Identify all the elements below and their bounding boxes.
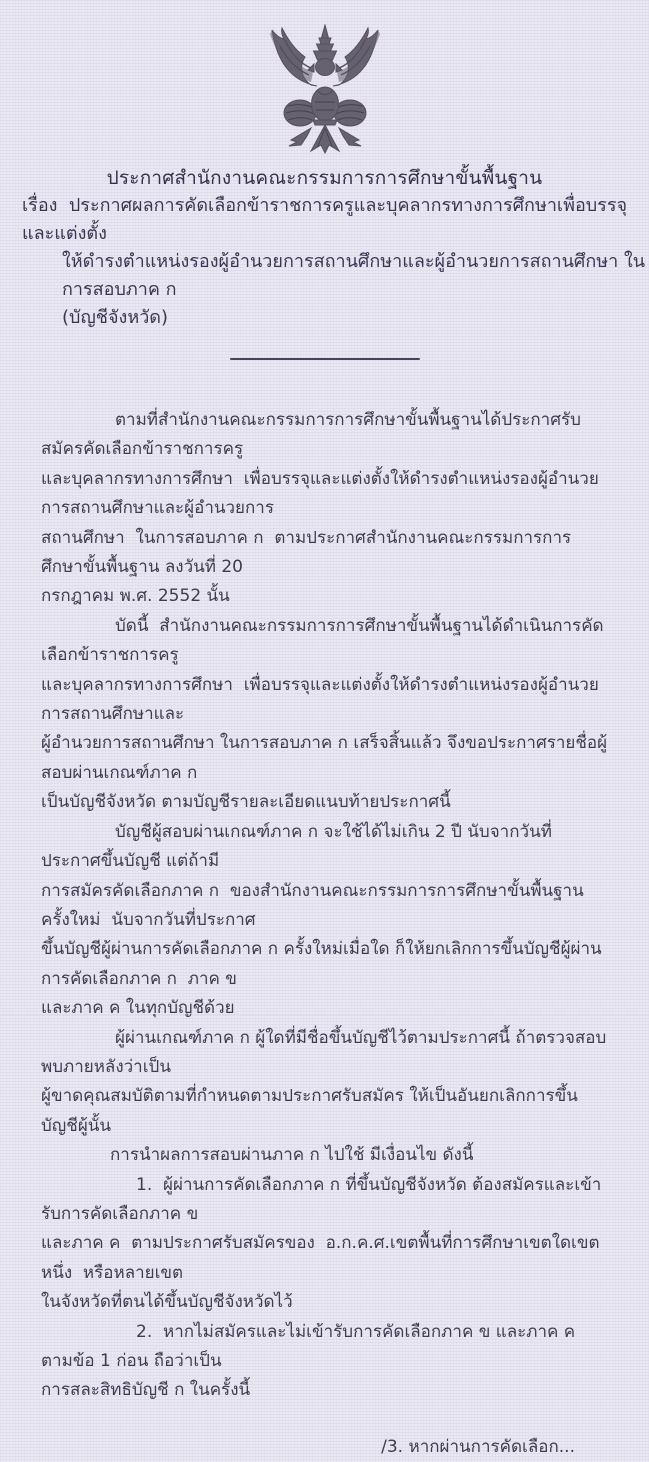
garuda-emblem xyxy=(0,0,649,156)
paragraph-1-line: กรกฎาคม พ.ศ. 2552 นั้น xyxy=(41,586,230,607)
paragraph-1-line: และบุคลากรทางการศึกษา เพื่อบรรจุและแต่งตั้งให้ดำรงตำแหน่งรองผู้อำนวยการสถานศึกษาและผู้อำนวยการ xyxy=(41,468,599,519)
conditions-heading: การนำผลการสอบผ่านภาค ก ไปใช้ มีเงื่อนไข ดังนี้ xyxy=(110,1145,474,1166)
document-header xyxy=(0,164,649,332)
paragraph-2-line: บัดนี้ สำนักงานคณะกรรมการการศึกษาขั้นพื้นฐานได้ดำเนินการคัดเลือกข้าราชการครู xyxy=(41,615,604,666)
divider-line xyxy=(230,358,420,360)
paragraph-1-line: ตามที่สำนักงานคณะกรรมการการศึกษาขั้นพื้นฐานได้ประกาศรับสมัครคัดเลือกข้าราชการครู xyxy=(41,410,581,460)
condition-item-1-line: 1. ผู้ผ่านการคัดเลือกภาค ก ที่ขึ้นบัญชีจังหวัด ต้องสมัครและเข้ารับการคัดเลือกภาค ข xyxy=(41,1174,602,1224)
paragraph-3-line: ขึ้นบัญชีผู้ผ่านการคัดเลือกภาค ก ครั้งใหม่เมื่อใด ก็ให้ยกเลิกการขึ้นบัญชีผู้ผ่านการคัดเลือกภาค ก ภาค ข xyxy=(41,939,602,989)
subject-line: เรื่อง ประกาศผลการคัดเลือกข้าราชการครูและบุคลากรทางการศึกษาเพื่อบรรจุและแต่งตั้ง xyxy=(22,195,628,244)
page-continuation-note: /3. หากผ่านการคัดเลือก... xyxy=(381,1436,575,1457)
paragraph-2-line: และบุคลากรทางการศึกษา เพื่อบรรจุและแต่งตั้งให้ดำรงตำแหน่งรองผู้อำนวยการสถานศึกษาและ xyxy=(41,674,599,725)
paragraph-1-line: สถานศึกษา ในการสอบภาค ก ตามประกาศสำนักงานคณะกรรมการการศึกษาขั้นพื้นฐาน ลงวันที่ 20 xyxy=(41,527,572,578)
paragraph-4-line: ผู้ผ่านเกณฑ์ภาค ก ผู้ใดที่มีชื่อขึ้นบัญชีไว้ตามประกาศนี้ ถ้าตรวจสอบพบภายหลังว่าเป็น xyxy=(41,1027,607,1077)
condition-item-1-line: และภาค ค ตามประกาศรับสมัครของ อ.ก.ค.ศ.เขตพื้นที่การศึกษาเขตใดเขตหนึ่ง หรือหลายเขต xyxy=(41,1233,600,1283)
paragraph-3-line: บัญชีผู้สอบผ่านเกณฑ์ภาค ก จะใช้ได้ไม่เกิน 2 ปี นับจากวันที่ประกาศขึ้นบัญชี แต่ถ้ามี xyxy=(41,821,552,872)
garuda-emblem-graphic xyxy=(255,24,395,156)
paragraph-3-line: และภาค ค ในทุกบัญชีด้วย xyxy=(41,998,235,1019)
condition-item-1-line: ในจังหวัดที่ตนได้ขึ้นบัญชีจังหวัดไว้ xyxy=(41,1292,293,1313)
paragraph-3-line: การสมัครคัดเลือกภาค ก ของสำนักงานคณะกรรมการการศึกษาขั้นพื้นฐานครั้งใหม่ นับจากวันที่ประกาศ xyxy=(41,880,584,930)
paragraph-2-line: เป็นบัญชีจังหวัด ตามบัญชีรายละเอียดแนบท้ายประกาศนี้ xyxy=(41,792,451,813)
condition-item-2-line: 2. หากไม่สมัครและไม่เข้ารับการคัดเลือกภาค ข และภาค ค ตามข้อ 1 ก่อน ถือว่าเป็น xyxy=(41,1321,581,1371)
document-title: ประกาศสำนักงานคณะกรรมการการศึกษาขั้นพื้นฐาน xyxy=(106,167,543,189)
paragraph-4-line: ผู้ขาดคุณสมบัติตามที่กำหนดตามประกาศรับสมัคร ให้เป็นอันยกเลิกการขึ้นบัญชีผู้นั้น xyxy=(41,1086,578,1136)
subject-line-account-type: (บัญชีจังหวัด) xyxy=(62,307,169,328)
document-body xyxy=(0,406,649,1406)
subject-line-continued: ให้ดำรงตำแหน่งรองผู้อำนวยการสถานศึกษาและผู้อำนวยการสถานศึกษา ในการสอบภาค ก xyxy=(62,251,646,300)
paragraph-2-line: ผู้อำนวยการสถานศึกษา ในการสอบภาค ก เสร็จสิ้นแล้ว จึงขอประกาศรายชื่อผู้สอบผ่านเกณฑ์ภาค ก xyxy=(41,733,608,783)
condition-item-2-line: การสละสิทธิบัญชี ก ในครั้งนี้ xyxy=(41,1380,251,1401)
